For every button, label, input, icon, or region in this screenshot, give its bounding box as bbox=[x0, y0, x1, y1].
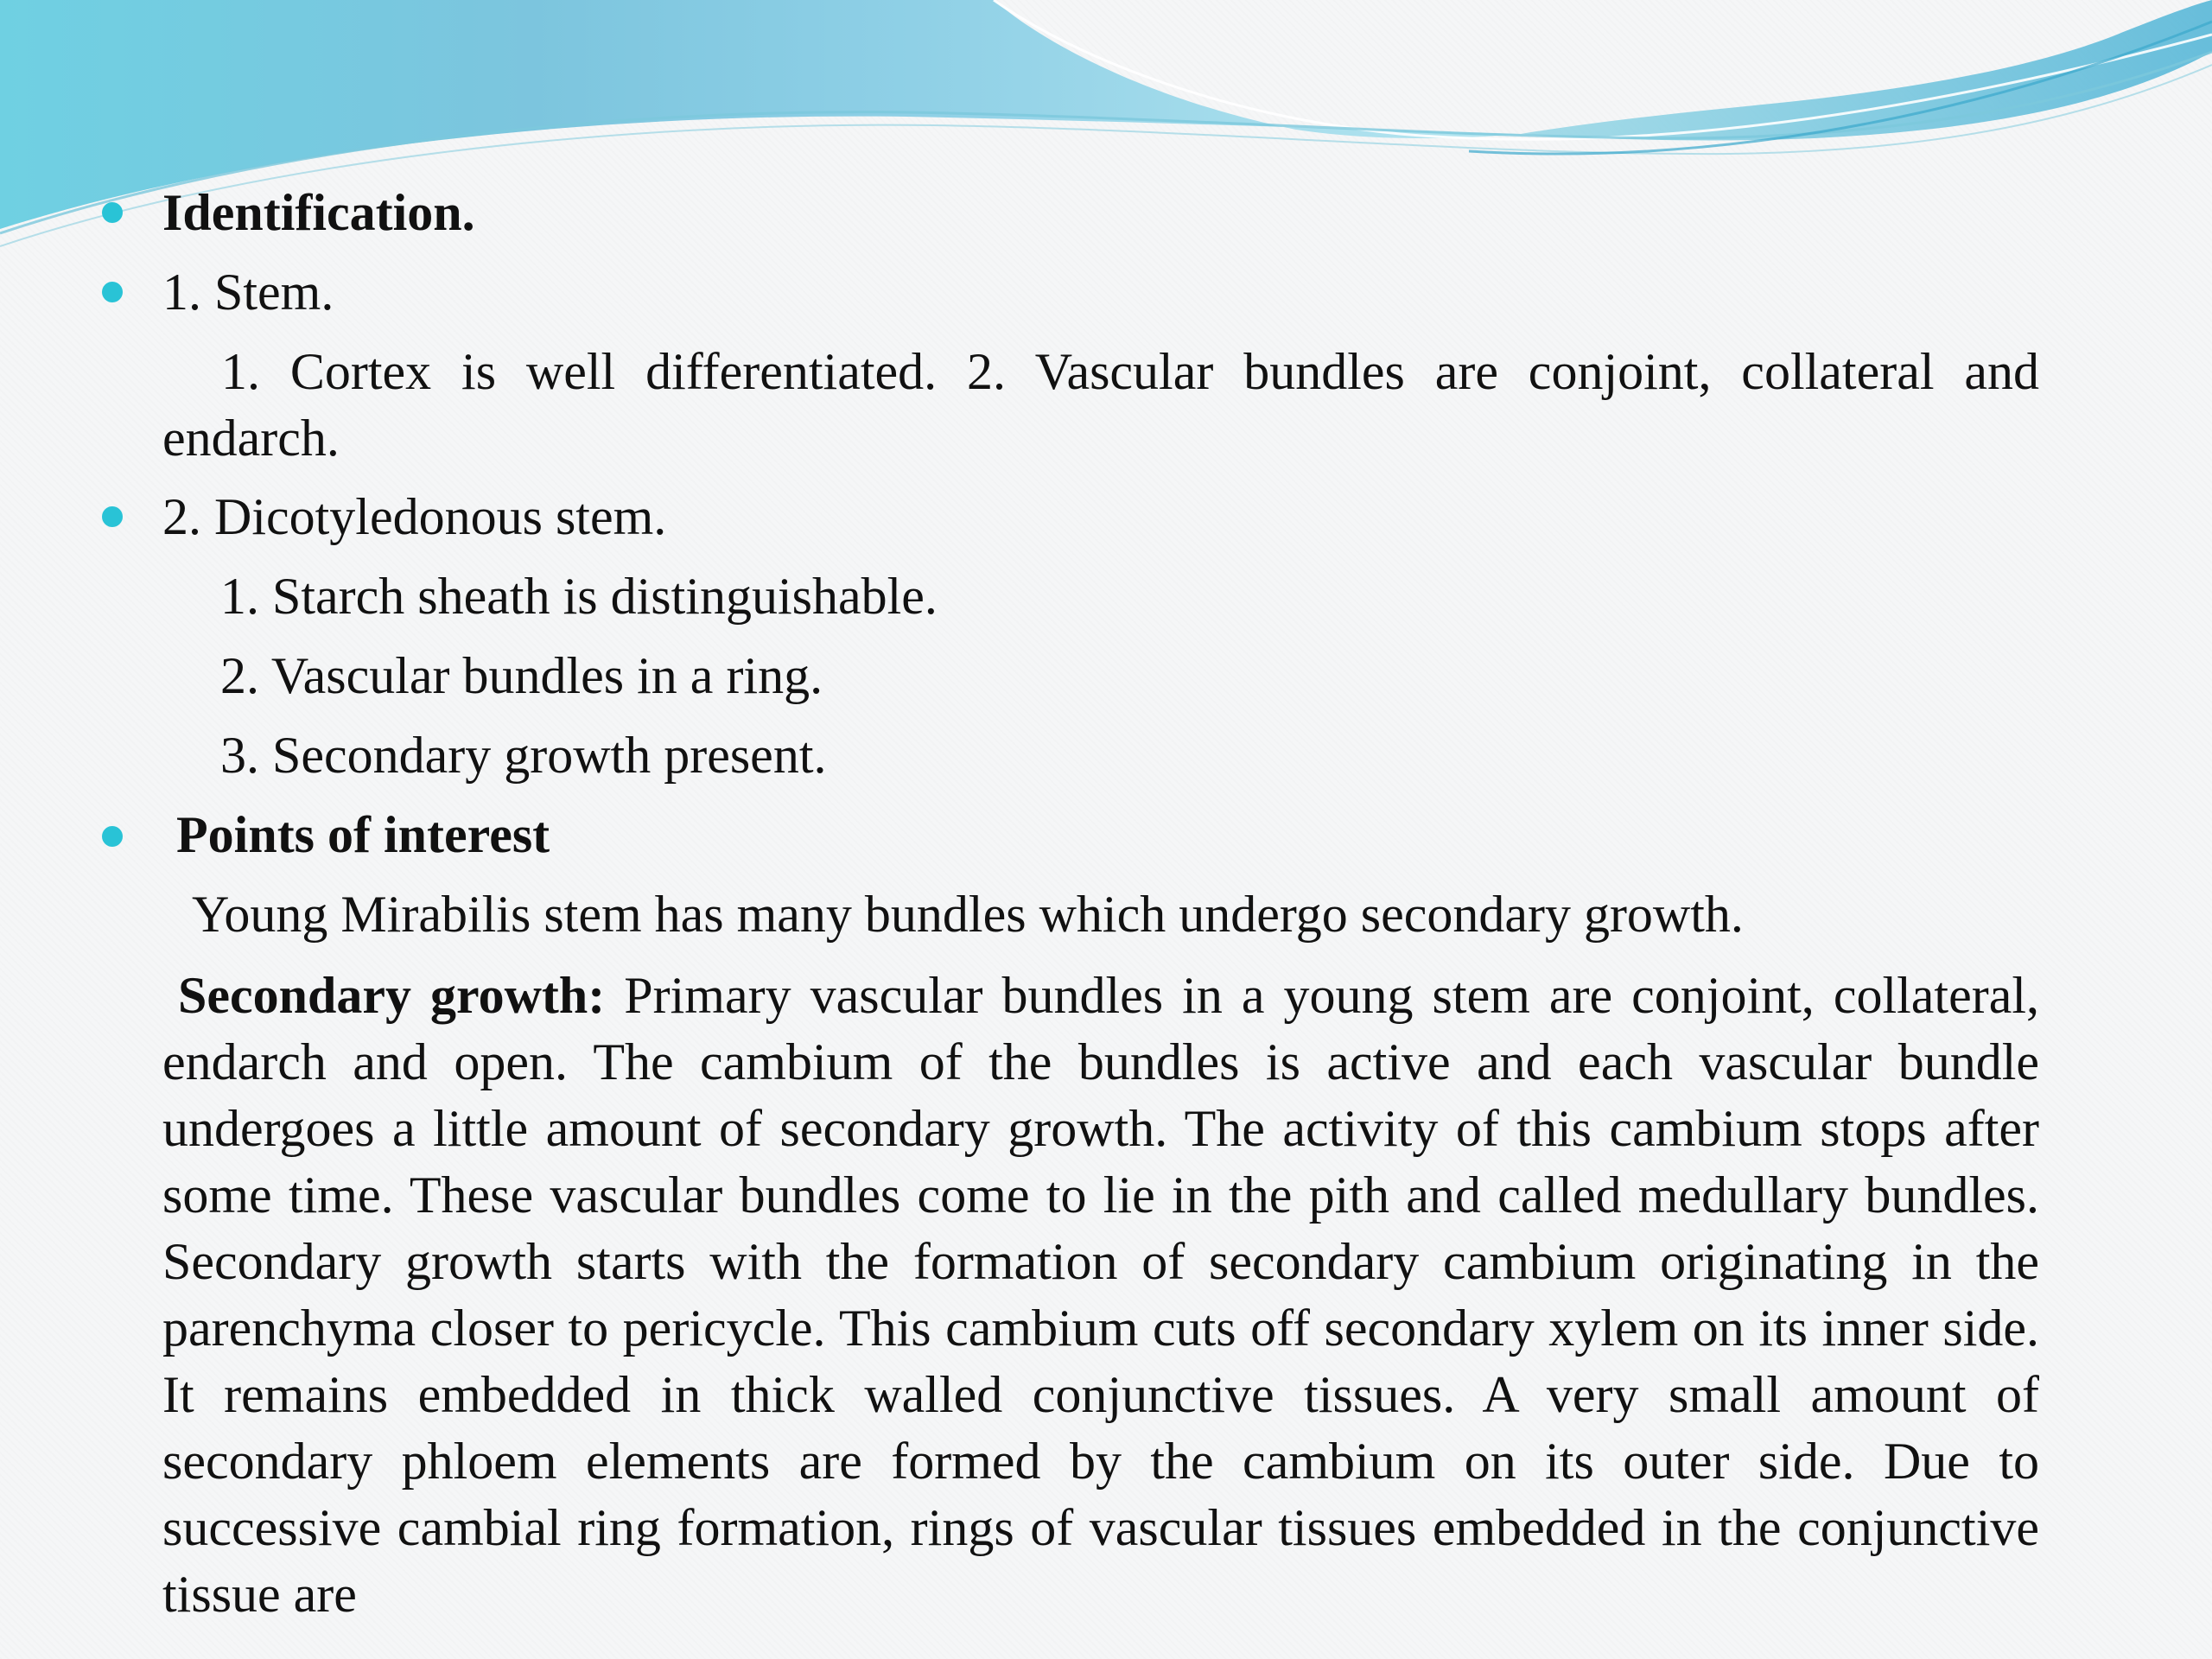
bullet-icon bbox=[102, 282, 123, 302]
points-of-interest-heading: Points of interest bbox=[176, 806, 550, 863]
stem-description-text: 1. Cortex is well differentiated. 2. Vascular bundles are conjoint, collateral and endarch. bbox=[162, 343, 2039, 467]
sub-item-secondary-growth: 3. Secondary growth present. bbox=[220, 727, 827, 784]
mirabilis-note: Young Mirabilis stem has many bundles which undergo secondary growth. bbox=[192, 886, 1744, 943]
identification-heading: Identification. bbox=[162, 184, 475, 241]
secondary-growth-body: Primary vascular bundles in a young stem are conjoint, collateral, endarch and open. The cambium of the bundles is active and each vascular bundle undergoes a little amount of secondary growth. The activity of this cambium stops after some time. These vascular bundles come to lie in the pith and called medullary bundles. Secondary growth starts with the formation of secondary cambium originating in the parenchyma closer to pericycle. This cambium cuts off secondary xylem on its inner side. It remains embedded in thick walled conjunctive tissues. A very small amount of secondary phloem elements are formed by the cambium on its outer side. Due to successive cambial ring formation, rings of vascular tissues embedded in the conjunctive tissue are bbox=[162, 967, 2040, 1623]
dicot-stem-item: 2. Dicotyledonous stem. bbox=[162, 488, 667, 545]
secondary-growth-text bbox=[162, 963, 2039, 1628]
stem-description bbox=[162, 339, 2039, 472]
bullet-icon bbox=[102, 506, 123, 527]
secondary-growth-paragraph bbox=[162, 963, 2039, 1628]
bullet-icon bbox=[102, 826, 123, 847]
bullet-icon bbox=[102, 202, 123, 223]
sub-item-vascular-ring: 2. Vascular bundles in a ring. bbox=[220, 647, 823, 704]
secondary-growth-heading: Secondary growth: bbox=[178, 967, 606, 1024]
sub-item-starch-sheath: 1. Starch sheath is distinguishable. bbox=[220, 568, 938, 625]
stem-item: 1. Stem. bbox=[162, 264, 334, 321]
